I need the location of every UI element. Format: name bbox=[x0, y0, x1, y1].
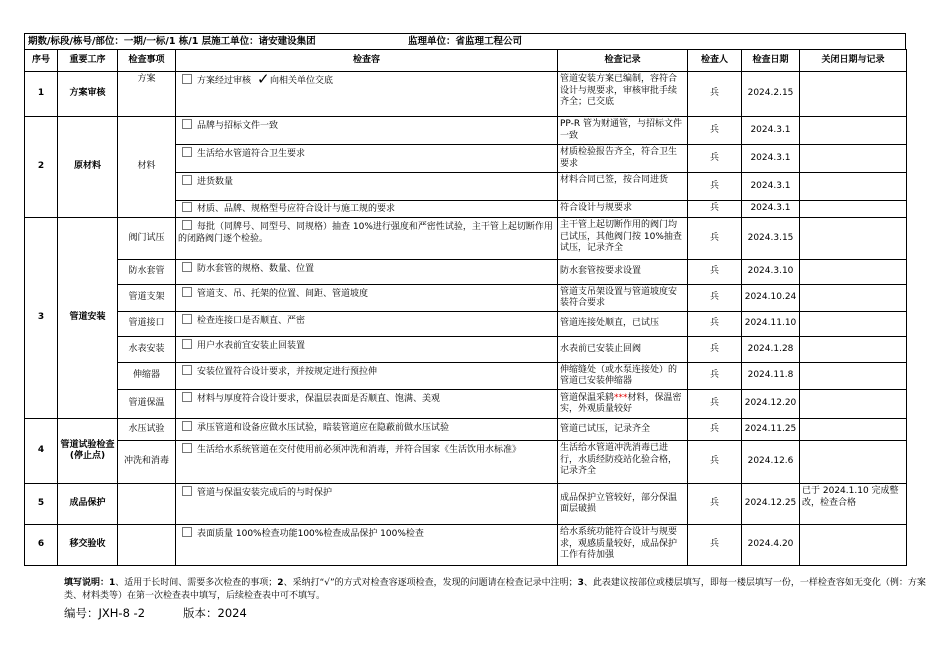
inspector: 兵 bbox=[688, 145, 742, 173]
table-row bbox=[25, 117, 907, 145]
sheet-header bbox=[24, 33, 906, 49]
inspector: 兵 bbox=[688, 201, 742, 218]
check-item: 水压试验 bbox=[118, 419, 176, 441]
check-item: 防水套管 bbox=[118, 260, 176, 285]
checkbox[interactable] bbox=[182, 119, 192, 129]
check-item: 阀门试压 bbox=[118, 218, 176, 260]
record-mark: *** bbox=[614, 392, 628, 403]
check-item: 伸缩器 bbox=[118, 363, 176, 390]
inspector: 兵 bbox=[688, 337, 742, 363]
check-date: 2024.2.15 bbox=[742, 72, 800, 117]
note-number: 3 bbox=[577, 578, 584, 588]
inspector: 兵 bbox=[688, 484, 742, 525]
content-text: 生活给水管道符合卫生要求 bbox=[197, 149, 306, 159]
table-row bbox=[25, 337, 907, 363]
check-content bbox=[176, 312, 558, 337]
closing-record bbox=[800, 201, 907, 218]
checkbox[interactable] bbox=[182, 339, 192, 349]
check-content bbox=[176, 390, 558, 419]
closing-record bbox=[800, 390, 907, 419]
checkmark-icon[interactable]: ✓ bbox=[257, 71, 270, 88]
inspector: 兵 bbox=[688, 390, 742, 419]
check-date: 2024.11.10 bbox=[742, 312, 800, 337]
content-text: 管道与保温安装完成后的与时保护 bbox=[197, 488, 333, 498]
check-record: 管道支吊架设置与管道坡度安装符合要求 bbox=[558, 285, 688, 312]
content-text: 进货数量 bbox=[197, 177, 234, 187]
closing-record bbox=[800, 218, 907, 260]
col-header-record: 检查记录 bbox=[558, 50, 688, 72]
check-date: 2024.12.6 bbox=[742, 441, 800, 484]
check-record: 成品保护立管较好，部分保温面层破损 bbox=[558, 484, 688, 525]
note-text: 、适用于长时间、需要多次检查的事项； bbox=[115, 578, 278, 588]
check-record: 水表前已安装止回阀 bbox=[558, 337, 688, 363]
check-date: 2024.3.1 bbox=[742, 173, 800, 201]
checkbox[interactable] bbox=[182, 74, 192, 84]
closing-record bbox=[800, 117, 907, 145]
content-text: 表面质量 100%检查功能100%检查成品保护 100%检查 bbox=[197, 529, 424, 539]
closing-record bbox=[800, 525, 907, 566]
content-text: 向相关单位交底 bbox=[270, 76, 334, 86]
check-item: 冲洗和消毒 bbox=[118, 441, 176, 484]
closing-record bbox=[800, 173, 907, 201]
process-name: 方案审核 bbox=[58, 72, 118, 117]
col-header-content: 检查容 bbox=[176, 50, 558, 72]
checkbox[interactable] bbox=[182, 262, 192, 272]
checkbox[interactable] bbox=[182, 392, 192, 402]
check-record: 伸缩缝处（或水泵连接处）的管道已安装伸缩器 bbox=[558, 363, 688, 390]
closing-record bbox=[800, 419, 907, 441]
instructions-label: 填写说明： bbox=[64, 578, 110, 588]
check-date: 2024.12.25 bbox=[742, 484, 800, 525]
checkbox[interactable] bbox=[182, 202, 192, 212]
check-content bbox=[176, 419, 558, 441]
content-text: 承压管道和设备应做水压试验，暗装管道应在隐蔽前做水压试验 bbox=[197, 423, 450, 433]
check-content bbox=[176, 201, 558, 218]
col-header-process: 重要工序 bbox=[58, 50, 118, 72]
check-record bbox=[558, 390, 688, 419]
table-row bbox=[25, 525, 907, 566]
content-text: 管道支、吊、托架的位置、间距、管道坡度 bbox=[197, 289, 369, 299]
checkbox[interactable] bbox=[182, 287, 192, 297]
check-content bbox=[176, 484, 558, 525]
checkbox[interactable] bbox=[182, 443, 192, 453]
check-content bbox=[176, 441, 558, 484]
check-date: 2024.3.15 bbox=[742, 218, 800, 260]
table-row bbox=[25, 390, 907, 419]
record-text: 管道保温采鸫 bbox=[560, 392, 615, 403]
check-content bbox=[176, 117, 558, 145]
col-header-date: 检查日期 bbox=[742, 50, 800, 72]
check-item: 材料 bbox=[118, 117, 176, 218]
check-record: 管道安装方案已编制，容符合设计与规要求，审核审批手续齐全；已交底 bbox=[558, 72, 688, 117]
table-row bbox=[25, 441, 907, 484]
note-number: 2 bbox=[277, 578, 284, 588]
inspector: 兵 bbox=[688, 525, 742, 566]
table-row bbox=[25, 484, 907, 525]
closing-record bbox=[800, 72, 907, 117]
check-content bbox=[176, 218, 558, 260]
col-header-no: 序号 bbox=[25, 50, 58, 72]
note-text: 、此表建议按部位或楼层填写，即每一楼层填写一份，一样检查容如无变化（例：方案类、材料类等）在第一次检查表中填写，后续检查表中可不填写。 bbox=[64, 578, 926, 601]
table-row bbox=[25, 419, 907, 441]
col-header-item: 检查事项 bbox=[118, 50, 176, 72]
col-header-inspector: 检查人 bbox=[688, 50, 742, 72]
closing-record bbox=[800, 312, 907, 337]
table-row bbox=[25, 260, 907, 285]
supervision-unit: 监理单位：省监理工程公司 bbox=[408, 36, 523, 47]
inspector: 兵 bbox=[688, 285, 742, 312]
row-number: 1 bbox=[25, 72, 58, 117]
checkbox[interactable] bbox=[182, 175, 192, 185]
check-record: 生活给水管道冲洗消毒已进行，水质经防疫站化验合格，记录齐全 bbox=[558, 441, 688, 484]
check-record: 材质检验报告齐全，符合卫生要求 bbox=[558, 145, 688, 173]
note-text: 、采纳打“√”的方式对检查容逐项检查，发现的问题请在检查记录中注明； bbox=[283, 578, 578, 588]
inspection-table bbox=[24, 49, 907, 566]
check-item: 管道接口 bbox=[118, 312, 176, 337]
content-text: 材质、品牌、规格型号应符合设计与施工规的要求 bbox=[197, 204, 396, 215]
check-content bbox=[176, 337, 558, 363]
checkbox[interactable] bbox=[182, 314, 192, 324]
check-record: 给水系统功能符合设计与规要求，观感质量较好，成品保护工作有待加强 bbox=[558, 525, 688, 566]
check-record: 符合设计与规要求 bbox=[558, 201, 688, 218]
closing-record bbox=[800, 441, 907, 484]
check-date: 2024.10.24 bbox=[742, 285, 800, 312]
check-record: PP-R 管为财通管，与招标文件一致 bbox=[558, 117, 688, 145]
table-header-row bbox=[25, 50, 907, 72]
check-item: 管道支架 bbox=[118, 285, 176, 312]
check-date: 2024.3.1 bbox=[742, 201, 800, 218]
checkbox[interactable] bbox=[182, 365, 192, 375]
content-text: 材料与厚度符合设计要求，保温层表面是否顺直、饱满、美观 bbox=[197, 394, 441, 404]
project-info: 期数/标段/栋号/部位：一期/一标/1 栋/1 层施工单位：诸安建设集团 bbox=[28, 36, 316, 47]
check-item: 水表安装 bbox=[118, 337, 176, 363]
content-text: 品牌与招标文件一致 bbox=[197, 121, 279, 131]
note-number: 1 bbox=[109, 578, 116, 588]
checkbox[interactable] bbox=[182, 486, 192, 496]
inspector: 兵 bbox=[688, 419, 742, 441]
fill-instructions bbox=[64, 577, 934, 603]
inspector: 兵 bbox=[688, 441, 742, 484]
check-content bbox=[176, 285, 558, 312]
check-date: 2024.3.1 bbox=[742, 117, 800, 145]
check-date: 2024.1.28 bbox=[742, 337, 800, 363]
inspector: 兵 bbox=[688, 260, 742, 285]
check-item bbox=[118, 525, 176, 566]
closing-record bbox=[800, 285, 907, 312]
table-row bbox=[25, 363, 907, 390]
document-code: 编号：JXH-8 -2 bbox=[64, 606, 146, 620]
check-date: 2024.3.10 bbox=[742, 260, 800, 285]
table-row bbox=[25, 312, 907, 337]
inspector: 兵 bbox=[688, 117, 742, 145]
closing-record bbox=[800, 363, 907, 390]
document-version: 版本：2024 bbox=[183, 606, 247, 620]
closing-record bbox=[800, 145, 907, 173]
process-name: 管道试验检查(停止点) bbox=[58, 419, 118, 484]
check-content bbox=[176, 363, 558, 390]
check-date: 2024.4.20 bbox=[742, 525, 800, 566]
check-content bbox=[176, 525, 558, 566]
closing-record: 已于 2024.1.10 完成整改，检查合格 bbox=[800, 484, 907, 525]
check-record: 防水套管按要求设置 bbox=[558, 260, 688, 285]
row-number: 2 bbox=[25, 117, 58, 218]
inspector: 兵 bbox=[688, 173, 742, 201]
content-text: 检查连接口是否顺直、严密 bbox=[197, 316, 306, 326]
check-item: 管道保温 bbox=[118, 390, 176, 419]
checkbox[interactable] bbox=[182, 220, 192, 230]
check-content bbox=[176, 173, 558, 201]
row-number: 6 bbox=[25, 525, 58, 566]
check-record: 主干管上起切断作用的阀门均已试压，其他阀门按 10%抽查试压，记录齐全 bbox=[558, 218, 688, 260]
inspector: 兵 bbox=[688, 363, 742, 390]
check-date: 2024.12.20 bbox=[742, 390, 800, 419]
check-item bbox=[118, 484, 176, 525]
content-text: 每批（同牌号、同型号、同规格）抽查 10%进行强度和严密性试验，主干管上起切断作用的闭路阀门逐个检验。 bbox=[178, 222, 553, 244]
content-text: 用户水表前宜安装止回装置 bbox=[197, 341, 306, 351]
inspection-sheet bbox=[24, 33, 906, 566]
table-row bbox=[25, 218, 907, 260]
row-number: 3 bbox=[25, 218, 58, 419]
row-number: 5 bbox=[25, 484, 58, 525]
checkbox[interactable] bbox=[182, 527, 192, 537]
content-text: 防水套管的规格、数量、位置 bbox=[197, 264, 315, 274]
process-name: 原材料 bbox=[58, 117, 118, 218]
row-number: 4 bbox=[25, 419, 58, 484]
closing-record bbox=[800, 337, 907, 363]
inspector: 兵 bbox=[688, 218, 742, 260]
record-text: 材料，保温密实，外观质量较好 bbox=[560, 392, 682, 414]
check-content bbox=[176, 72, 558, 117]
check-record: 材料合同已签，按合同进货 bbox=[558, 173, 688, 201]
process-name: 成品保护 bbox=[58, 484, 118, 525]
table-row bbox=[25, 72, 907, 117]
content-text: 安装位置符合设计要求，并按规定进行预拉伸 bbox=[197, 367, 378, 377]
col-header-closing: 关闭日期与记录 bbox=[800, 50, 907, 72]
check-date: 2024.3.1 bbox=[742, 145, 800, 173]
document-footer bbox=[64, 606, 247, 620]
check-item: 方案 bbox=[118, 72, 176, 117]
checkbox[interactable] bbox=[182, 421, 192, 431]
check-content bbox=[176, 260, 558, 285]
check-date: 2024.11.25 bbox=[742, 419, 800, 441]
check-record: 管道已试压，记录齐全 bbox=[558, 419, 688, 441]
inspector: 兵 bbox=[688, 312, 742, 337]
check-record: 管道连接处顺直，已试压 bbox=[558, 312, 688, 337]
check-date: 2024.11.8 bbox=[742, 363, 800, 390]
checkbox[interactable] bbox=[182, 147, 192, 157]
check-content bbox=[176, 145, 558, 173]
content-text: 方案经过审核 bbox=[197, 76, 252, 86]
process-name: 移交验收 bbox=[58, 525, 118, 566]
closing-record bbox=[800, 260, 907, 285]
inspector: 兵 bbox=[688, 72, 742, 117]
table-row bbox=[25, 285, 907, 312]
process-name: 管道安装 bbox=[58, 218, 118, 419]
content-text: 生活给水系统管道在交付使用前必须冲洗和消毒，并符合国家《生活饮用水标准》 bbox=[197, 445, 522, 455]
